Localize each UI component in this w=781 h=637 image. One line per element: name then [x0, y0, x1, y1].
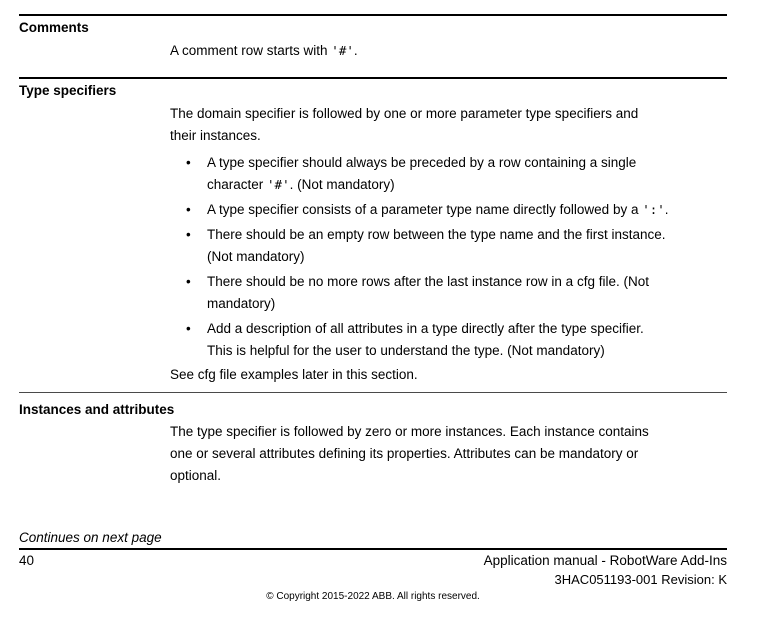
paragraph-line	[207, 174, 727, 196]
paragraph-line	[170, 40, 727, 62]
footer-row	[19, 551, 727, 570]
list-item	[170, 152, 727, 196]
bullet-marker: •	[186, 155, 191, 170]
bullet-marker: •	[186, 274, 191, 289]
paragraph-line: There should be no more rows after the last instance row in a cfg file. (Not	[207, 274, 649, 289]
manual-page	[0, 14, 781, 603]
list-item	[170, 271, 727, 315]
comments-paragraph	[170, 40, 727, 62]
type-specifier-rules-list	[170, 152, 727, 362]
type-specifiers-outro	[170, 364, 727, 386]
paragraph-line: See cfg file examples later in this section.	[170, 367, 418, 382]
text-segment: A type specifier consists of a parameter type name directly followed by a	[207, 202, 643, 217]
section-heading-instances: Instances and attributes	[19, 402, 175, 417]
continues-note: Continues on next page	[19, 530, 162, 545]
page-number: 40	[19, 553, 35, 568]
section-comments	[19, 20, 727, 62]
section-heading-type-specifiers: Type specifiers	[19, 83, 117, 98]
bullet-marker: •	[186, 321, 191, 336]
list-item	[170, 224, 727, 268]
code-segment: '#'	[331, 43, 354, 58]
paragraph-line: one or several attributes defining its properties. Attributes can be mandatory or	[170, 446, 639, 461]
section-heading-comments: Comments	[19, 20, 89, 35]
text-segment: A comment row starts with	[170, 43, 332, 58]
paragraph-line: The domain specifier is followed by one or more parameter type specifiers and	[170, 106, 639, 121]
paragraph-line: their instances.	[170, 128, 261, 143]
text-segment: .	[664, 202, 669, 217]
list-item	[170, 318, 727, 362]
paragraph-line: Add a description of all attributes in a type directly after the type specifier.	[207, 321, 644, 336]
section-divider	[19, 14, 727, 16]
paragraph-line: A type specifier should always be preceded by a row containing a single	[207, 155, 637, 170]
code-segment: ':'	[642, 202, 665, 217]
document-id: 3HAC051193-001 Revision: K	[554, 572, 727, 587]
footer-divider	[19, 548, 727, 550]
paragraph-line: optional.	[170, 468, 222, 483]
section-type-specifiers	[19, 83, 727, 386]
page-footer	[19, 528, 727, 603]
type-specifiers-intro	[170, 103, 727, 147]
manual-title: Application manual - RobotWare Add-Ins	[483, 553, 727, 568]
bullet-marker: •	[186, 227, 191, 242]
paragraph-line: The type specifier is followed by zero or more instances. Each instance contains	[170, 424, 649, 439]
list-item	[170, 199, 727, 221]
paragraph-line: This is helpful for the user to understand the type. (Not mandatory)	[207, 343, 605, 358]
paragraph-line	[207, 199, 727, 221]
text-segment: . (Not mandatory)	[289, 177, 395, 192]
section-divider	[19, 77, 727, 79]
copyright-notice: © Copyright 2015-2022 ABB. All rights reserved.	[266, 591, 480, 602]
section-divider	[19, 392, 727, 393]
text-segment: character	[207, 177, 268, 192]
bullet-marker: •	[186, 202, 191, 217]
code-segment: '#'	[267, 177, 290, 192]
instances-paragraph	[170, 421, 727, 487]
paragraph-line: mandatory)	[207, 296, 276, 311]
section-instances-and-attributes	[19, 402, 727, 487]
text-segment: .	[353, 43, 358, 58]
paragraph-line: (Not mandatory)	[207, 249, 305, 264]
paragraph-line: There should be an empty row between the type name and the first instance.	[207, 227, 666, 242]
